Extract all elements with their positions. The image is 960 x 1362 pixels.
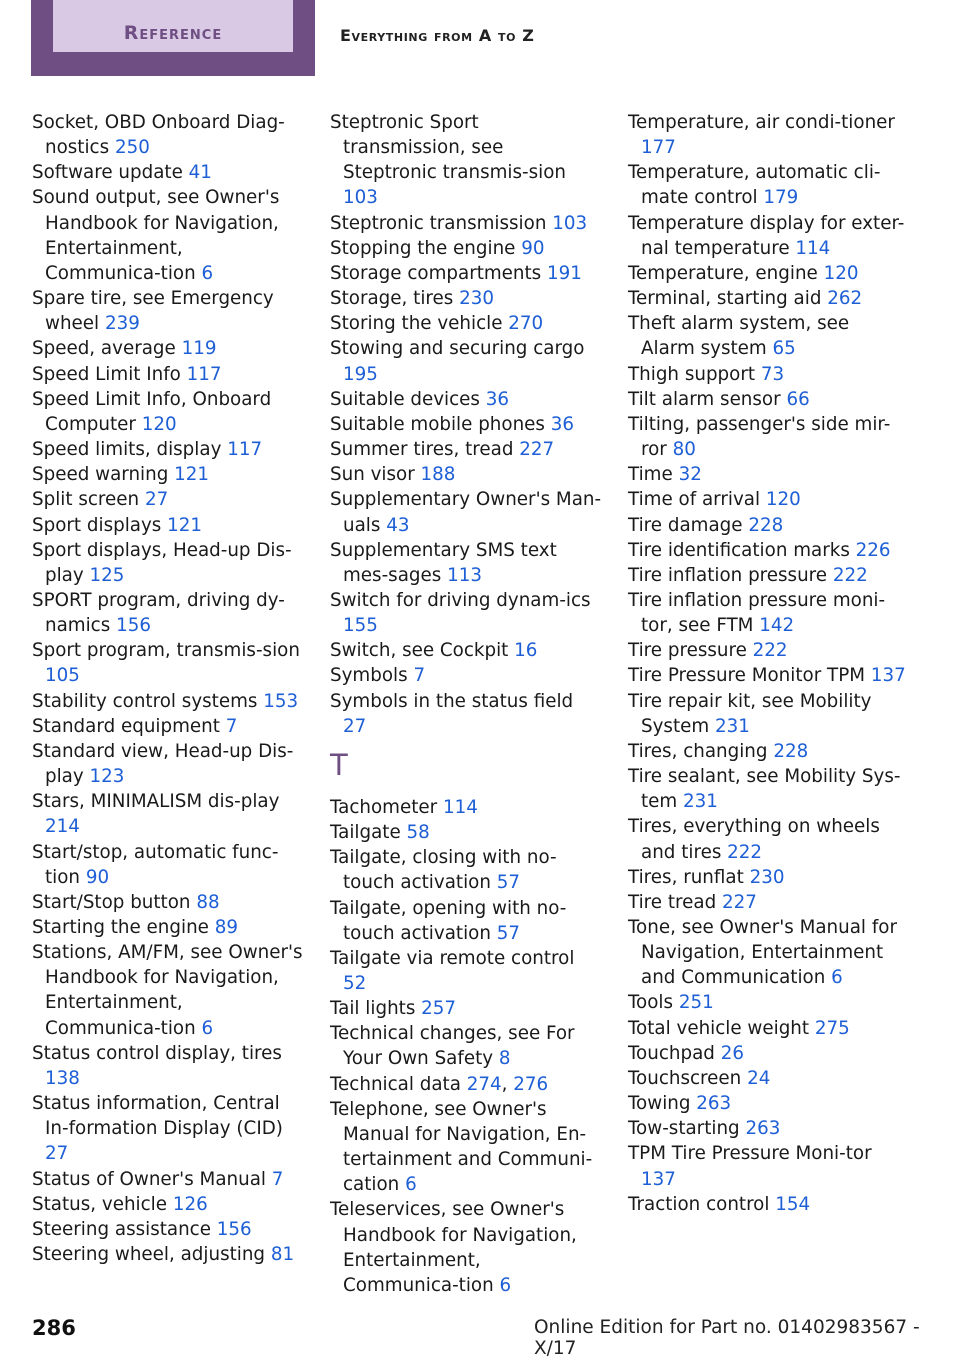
- index-entry: [32, 915, 304, 940]
- index-term: Terminal, starting aid: [628, 288, 822, 310]
- index-entry: [330, 211, 602, 236]
- page-link[interactable]: 16: [514, 640, 538, 662]
- page-link[interactable]: 58: [406, 822, 430, 844]
- index-entry: [32, 714, 304, 739]
- page-link[interactable]: 32: [678, 464, 702, 486]
- index-term: Tire tread: [628, 891, 717, 913]
- index-entry: [628, 311, 908, 361]
- index-term: TPM Tire Pressure Moni-tor: [628, 1143, 872, 1165]
- index-entry: [32, 1217, 304, 1242]
- index-entry: [32, 638, 304, 688]
- page-link[interactable]: 24: [747, 1067, 771, 1089]
- index-term: Towing: [628, 1093, 691, 1115]
- index-entry: [330, 110, 602, 211]
- index-entry: [32, 437, 304, 462]
- index-term: Time: [628, 464, 673, 486]
- page-link[interactable]: 188: [420, 464, 456, 486]
- page-link[interactable]: 41: [188, 162, 212, 184]
- page-link[interactable]: 105: [45, 665, 80, 687]
- index-entry: [32, 538, 304, 588]
- page-link[interactable]: 125: [89, 564, 125, 586]
- page-link[interactable]: 257: [421, 998, 457, 1020]
- page-link[interactable]: 120: [823, 262, 859, 284]
- index-term: Status of Owner's Manual: [32, 1168, 266, 1190]
- index-entry: [628, 110, 908, 160]
- index-entry: Technical data 274, 276: [330, 1073, 549, 1095]
- page-link[interactable]: 103: [343, 187, 378, 209]
- index-term: Storing the vehicle: [330, 313, 503, 335]
- index-term: Supplementary Owner's Man-uals: [330, 489, 602, 536]
- page-link[interactable]: 88: [196, 891, 220, 913]
- index-term: Split screen: [32, 489, 140, 511]
- page-link[interactable]: 142: [759, 615, 795, 637]
- section-tab-label: Reference: [123, 22, 223, 44]
- page-link[interactable]: 8: [498, 1048, 511, 1070]
- index-term: Sport program, transmis-sion: [32, 640, 300, 662]
- page-link[interactable]: 65: [772, 338, 796, 360]
- index-term: Suitable mobile phones: [330, 413, 545, 435]
- page-link[interactable]: 26: [720, 1042, 744, 1064]
- index-entry: [330, 638, 602, 663]
- index-entry: [628, 513, 908, 538]
- index-term: Suitable devices: [330, 388, 480, 410]
- index-term: Tools: [628, 992, 674, 1014]
- index-term: Speed limits, display: [32, 439, 222, 461]
- page-link[interactable]: 81: [270, 1244, 295, 1266]
- index-term: Tail lights: [330, 998, 416, 1020]
- index-term: Tires, runflat: [628, 866, 744, 888]
- index-term: Steering wheel, adjusting: [32, 1244, 266, 1266]
- index-term: Tilt alarm sensor: [628, 388, 781, 410]
- index-entry: [628, 638, 908, 663]
- index-term: Temperature, air condi-tioner: [628, 112, 895, 133]
- page-link[interactable]: 263: [745, 1118, 781, 1140]
- index-entry: [32, 336, 304, 361]
- page-link[interactable]: 120: [765, 489, 801, 511]
- index-term: Teleservices, see Owner's Handbook for Navigation, Entertainment, Communica-tion: [330, 1199, 577, 1296]
- index-entry: [628, 1091, 908, 1116]
- index-term: Sport displays: [32, 514, 162, 536]
- index-term: Speed Limit Info: [32, 363, 181, 385]
- index-entry: [330, 387, 602, 412]
- index-entry: [628, 1016, 908, 1041]
- index-entry: [32, 1091, 304, 1166]
- index-entry: [628, 412, 908, 462]
- index-entry: [32, 487, 304, 512]
- section-tab-inner: [53, 0, 293, 52]
- page-link[interactable]: 52: [343, 973, 367, 994]
- index-entry: [32, 1167, 304, 1192]
- index-term: Symbols: [330, 665, 408, 687]
- page-link[interactable]: 27: [45, 1143, 69, 1165]
- index-entry: [628, 1041, 908, 1066]
- page-link[interactable]: 66: [786, 388, 810, 410]
- page-link[interactable]: 117: [227, 439, 263, 461]
- index-term: Tailgate, opening with no-touch activation: [330, 897, 567, 944]
- page-link[interactable]: 250: [114, 137, 150, 159]
- page-link[interactable]: 80: [672, 439, 696, 461]
- page-link[interactable]: 195: [343, 363, 378, 385]
- index-term: Stars, MINIMALISM dis-play: [32, 791, 280, 813]
- index-term: Stowing and securing cargo: [330, 338, 585, 360]
- index-entry: [628, 663, 908, 688]
- page-link[interactable]: 276: [513, 1073, 549, 1095]
- index-term: Sport displays, Head-up Dis-play: [32, 539, 292, 586]
- index-term: Tires, changing: [628, 740, 768, 762]
- index-entry: [330, 412, 602, 437]
- index-entry: [628, 1192, 908, 1217]
- index-entry: [32, 185, 304, 286]
- page-link[interactable]: 27: [144, 489, 169, 511]
- page-link[interactable]: 113: [447, 564, 482, 586]
- index-entry: [32, 588, 304, 638]
- index-term: Symbols in the status field: [330, 690, 574, 712]
- index-entry: [628, 487, 908, 512]
- index-term: Sound output, see Owner's Handbook for Navigation, Entertainment, Communica-tion: [32, 187, 280, 284]
- page-link[interactable]: 6: [831, 967, 843, 989]
- index-entry: [32, 286, 304, 336]
- page-link[interactable]: 137: [641, 1168, 676, 1190]
- index-entry: [628, 764, 908, 814]
- index-entry: [628, 689, 908, 739]
- index-entry: [32, 940, 304, 1041]
- index-entry: [32, 387, 304, 437]
- index-term: Supplementary SMS text mes-sages: [330, 539, 557, 586]
- index-entry: [628, 739, 908, 764]
- index-term: Tire inflation pressure: [628, 564, 828, 586]
- page-link[interactable]: 114: [442, 796, 478, 818]
- index-term: Tow-starting: [628, 1118, 740, 1140]
- index-term: Tailgate, closing with no-touch activation: [330, 847, 557, 894]
- page-link[interactable]: 6: [201, 262, 214, 284]
- index-entry: [628, 865, 908, 890]
- page-link[interactable]: 226: [855, 539, 891, 561]
- page-link[interactable]: 43: [386, 514, 410, 536]
- page-link[interactable]: 119: [181, 338, 217, 360]
- index-entry: [628, 588, 908, 638]
- index-entry: [32, 890, 304, 915]
- index-entry: [330, 1197, 602, 1298]
- page-link[interactable]: 120: [141, 413, 177, 435]
- index-entry: [32, 160, 304, 185]
- page-link[interactable]: 222: [752, 640, 788, 662]
- index-column-3: [628, 110, 908, 1217]
- index-term: Steering assistance: [32, 1218, 211, 1240]
- page-link[interactable]: 123: [89, 766, 125, 788]
- page-link[interactable]: 27: [343, 715, 367, 737]
- index-entry: [628, 286, 908, 311]
- index-term: Starting the engine: [32, 917, 209, 938]
- index-term: Temperature, automatic cli-mate control: [628, 162, 881, 209]
- page-link[interactable]: 227: [519, 439, 555, 461]
- index-entry: [330, 946, 602, 996]
- page-number: 286: [32, 1316, 76, 1340]
- page-link[interactable]: 57: [496, 922, 521, 944]
- page-link[interactable]: 222: [832, 564, 868, 586]
- index-term: Thigh support: [628, 363, 756, 385]
- index-entry: [628, 261, 908, 286]
- page-link[interactable]: 155: [343, 615, 378, 637]
- section-tab: [31, 0, 315, 76]
- index-term: Stability control systems: [32, 690, 258, 712]
- page-link[interactable]: 36: [485, 388, 510, 410]
- index-entry: [32, 110, 304, 160]
- index-term: Tilting, passenger's side mir-ror: [628, 413, 891, 461]
- index-term: Sun visor: [330, 464, 415, 486]
- page-link[interactable]: 126: [172, 1193, 208, 1215]
- page-link[interactable]: 153: [263, 690, 299, 712]
- page-link[interactable]: 228: [748, 514, 784, 536]
- index-entry: [628, 890, 908, 915]
- index-term: Telephone, see Owner's Manual for Navigation, En-tertainment and Communi-cation: [330, 1098, 593, 1196]
- index-entry: [330, 487, 602, 537]
- page-link[interactable]: 251: [678, 992, 714, 1014]
- index-term: Steptronic Sport transmission, see Steptronic transmis-sion: [330, 112, 566, 184]
- index-entry: [32, 1192, 304, 1217]
- chapter-title: Everything from A to Z: [340, 26, 535, 45]
- index-entry: [330, 311, 602, 336]
- index-entry: [32, 462, 304, 487]
- page-link[interactable]: 270: [508, 313, 544, 335]
- page-link[interactable]: 89: [214, 917, 238, 938]
- index-term: Tire damage: [628, 514, 743, 536]
- index-entry: [628, 160, 908, 210]
- index-entry: [330, 896, 602, 946]
- index-entry: [628, 1141, 908, 1191]
- index-entry: [330, 286, 602, 311]
- index-entry: [32, 689, 304, 714]
- index-term: Tachometer: [330, 796, 438, 818]
- page-link[interactable]: 177: [641, 137, 676, 159]
- page-link[interactable]: 231: [683, 791, 718, 813]
- index-entry: [628, 1116, 908, 1141]
- page-link[interactable]: 6: [201, 1017, 214, 1039]
- index-column-1: [32, 110, 304, 1267]
- page-link[interactable]: 121: [167, 514, 203, 536]
- index-entry: [330, 437, 602, 462]
- page-link[interactable]: 191: [547, 262, 582, 284]
- index-term: Speed warning: [32, 464, 169, 486]
- index-entry: [330, 336, 602, 386]
- index-term: Steptronic transmission: [330, 212, 547, 234]
- index-entry: [628, 387, 908, 412]
- page-link[interactable]: 6: [405, 1174, 417, 1196]
- index-term: Start/stop, automatic func-tion: [32, 841, 279, 888]
- index-term: Start/Stop button: [32, 891, 191, 913]
- page-link[interactable]: 156: [116, 615, 151, 637]
- index-term: Storage compartments: [330, 262, 542, 284]
- page-link[interactable]: 227: [722, 891, 757, 913]
- page-link[interactable]: 7: [225, 715, 238, 737]
- index-term: Storage, tires: [330, 288, 454, 310]
- page-link[interactable]: 222: [727, 841, 763, 863]
- index-entry: [628, 362, 908, 387]
- page-link[interactable]: 275: [814, 1017, 850, 1039]
- index-term: SPORT program, driving dy-namics: [32, 589, 285, 637]
- index-entry: [32, 1041, 304, 1091]
- index-entry: [330, 462, 602, 487]
- index-term: Stations, AM/FM, see Owner's Handbook for Navigation, Entertainment, Communica-tion: [32, 942, 303, 1039]
- index-term: Technical data: [330, 1073, 461, 1095]
- index-term: Speed, average: [32, 338, 176, 360]
- index-entry: [330, 663, 602, 688]
- page-link[interactable]: 179: [763, 187, 799, 209]
- index-letter-heading: T: [330, 747, 348, 782]
- index-term: Technical changes, see For Your Own Safety: [330, 1023, 575, 1070]
- page-link[interactable]: 36: [550, 413, 575, 435]
- page-link[interactable]: 121: [174, 464, 210, 486]
- index-entry: [330, 996, 602, 1021]
- page-link[interactable]: 230: [459, 288, 495, 310]
- index-entry: [32, 789, 304, 839]
- page-link[interactable]: 228: [773, 740, 809, 762]
- index-term: Total vehicle weight: [628, 1017, 810, 1039]
- index-term: Socket, OBD Onboard Diag-nostics: [32, 112, 285, 159]
- index-entry: [32, 1242, 304, 1267]
- index-term: Summer tires, tread: [330, 439, 514, 461]
- index-column-2: [330, 110, 602, 1298]
- index-term: Switch, see Cockpit: [330, 640, 509, 662]
- index-entry: [330, 1097, 602, 1198]
- index-term: Stopping the engine: [330, 237, 516, 259]
- index-entry: [330, 261, 602, 286]
- index-term: Tire sealant, see Mobility Sys-tem: [628, 766, 901, 813]
- page-link[interactable]: 117: [186, 363, 222, 385]
- index-term: Switch for driving dynam-ics: [330, 589, 591, 611]
- page-link[interactable]: 7: [271, 1168, 284, 1190]
- index-term: Tone, see Owner's Manual for Navigation, Entertainment and Communication: [628, 917, 897, 989]
- page-link[interactable]: 274: [466, 1073, 502, 1095]
- index-entry: [628, 462, 908, 487]
- page-link[interactable]: 263: [696, 1093, 732, 1115]
- index-entry: [330, 538, 602, 588]
- index-entry: [330, 588, 602, 638]
- page-link[interactable]: 262: [827, 288, 863, 310]
- index-term: Tire inflation pressure moni-tor, see FTM: [628, 589, 886, 637]
- index-entry: [330, 820, 602, 845]
- index-entry: [628, 915, 908, 990]
- index-entry: [330, 1021, 602, 1071]
- page-link[interactable]: 57: [496, 872, 521, 894]
- index-term: Tire identification marks: [628, 539, 850, 561]
- index-term: Software update: [32, 162, 183, 184]
- index-term: Status, vehicle: [32, 1193, 167, 1215]
- index-entry: [628, 538, 908, 563]
- index-entry: [330, 689, 602, 739]
- page-link[interactable]: 154: [775, 1193, 811, 1215]
- index-term: Standard view, Head-up Dis-play: [32, 740, 294, 788]
- index-entry: [32, 362, 304, 387]
- index-term: Theft alarm system, see Alarm system: [628, 313, 850, 360]
- index-term: Touchpad: [628, 1042, 715, 1064]
- index-entry: [628, 990, 908, 1015]
- index-entry: [628, 563, 908, 588]
- index-entry: [32, 513, 304, 538]
- page-link[interactable]: 137: [870, 665, 906, 687]
- index-term: Status information, Central In-formation Display (CID): [32, 1093, 283, 1140]
- page-link[interactable]: 156: [216, 1218, 252, 1240]
- index-term: Tire repair kit, see Mobility System: [628, 690, 872, 737]
- page-link[interactable]: 90: [85, 866, 110, 888]
- index-entry: [32, 739, 304, 789]
- page-link[interactable]: 230: [749, 866, 785, 888]
- page-link[interactable]: 239: [104, 313, 140, 335]
- index-term: Temperature display for exter-nal temperature: [628, 212, 905, 259]
- edition-footer: Online Edition for Part no. 01402983567 - X/17: [534, 1317, 920, 1359]
- index-term: Tailgate: [330, 822, 401, 844]
- index-term: Touchscreen: [628, 1067, 742, 1089]
- page-link[interactable]: 6: [499, 1274, 512, 1296]
- index-entry: [330, 795, 602, 820]
- index-entry: [628, 211, 908, 261]
- page-link[interactable]: 138: [45, 1067, 80, 1089]
- index-term: Temperature, engine: [628, 262, 818, 284]
- index-entry: [32, 840, 304, 890]
- index-term: Traction control: [628, 1193, 770, 1215]
- index-term: Spare tire, see Emergency wheel: [32, 288, 274, 335]
- index-term: Standard equipment: [32, 715, 220, 737]
- page-link[interactable]: 7: [413, 665, 426, 687]
- index-term: Time of arrival: [628, 489, 761, 511]
- index-term: Status control display, tires: [32, 1042, 282, 1064]
- page-link[interactable]: 90: [521, 237, 545, 259]
- page-link[interactable]: 114: [795, 237, 831, 259]
- index-term: Tires, everything on wheels and tires: [628, 816, 880, 863]
- page-link[interactable]: 214: [45, 816, 80, 838]
- index-entry: [330, 236, 602, 261]
- index-entry: [330, 845, 602, 895]
- page-link[interactable]: 103: [552, 212, 588, 234]
- index-entry: [628, 814, 908, 864]
- index-entry: [628, 1066, 908, 1091]
- page-link[interactable]: 73: [760, 363, 785, 385]
- page-link[interactable]: 231: [714, 715, 750, 737]
- index-term: Tire pressure: [628, 640, 747, 662]
- index-term: Speed Limit Info, Onboard Computer: [32, 388, 272, 435]
- index-term: Tailgate via remote control: [330, 947, 575, 969]
- index-term: Tire Pressure Monitor TPM: [628, 665, 865, 687]
